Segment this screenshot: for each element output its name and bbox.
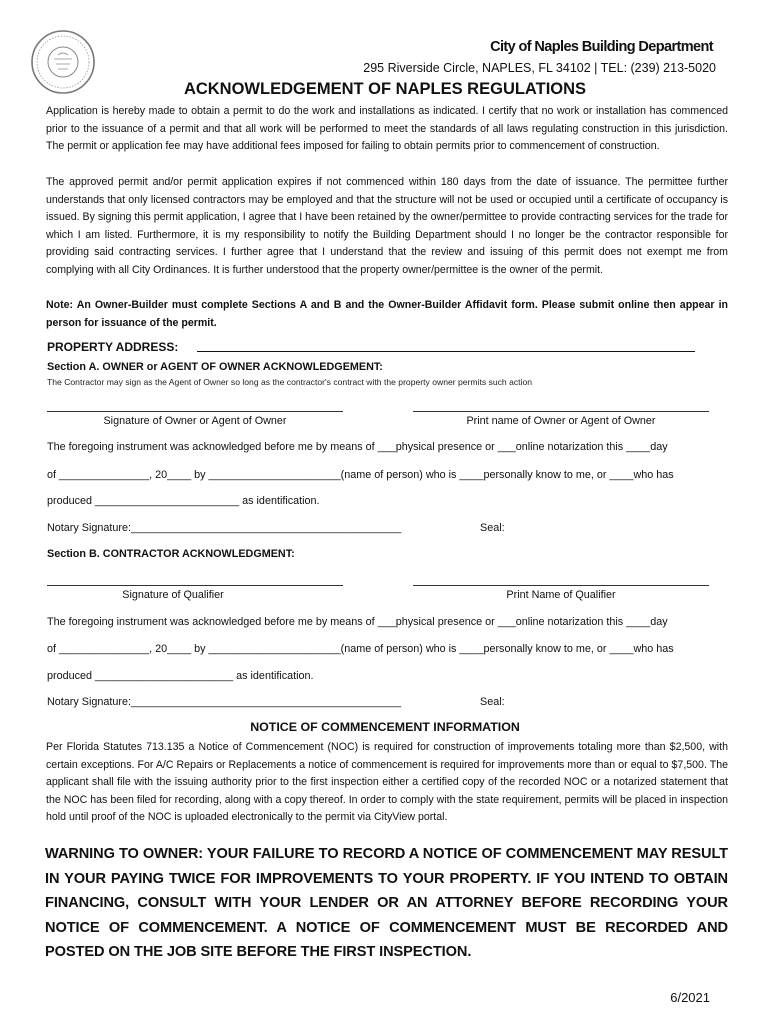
section-a-seal-label: Seal:	[480, 522, 505, 534]
owner-signature-field[interactable]	[47, 411, 343, 412]
page-title: ACKNOWLEDGEMENT OF NAPLES REGULATIONS	[183, 80, 587, 98]
owner-signature-label: Signature of Owner or Agent of Owner	[103, 415, 287, 427]
section-b-heading: Section B. CONTRACTOR ACKNOWLEDGMENT:	[47, 548, 295, 560]
section-b-acknowledgement-line-1[interactable]: The foregoing instrument was acknowledged before me by means of ___physical presence or ___online notarization this ____day	[47, 616, 668, 628]
department-name: City of Naples Building Department	[490, 39, 713, 55]
section-b-acknowledgement-line-2[interactable]: of _______________, 20____ by ______________________(name of person) who is ____personally know to me, or ____who has	[47, 643, 674, 655]
section-a-heading: Section A. OWNER or AGENT OF OWNER ACKNOWLEDGEMENT:	[47, 361, 383, 373]
notice-heading: NOTICE OF COMMENCEMENT INFORMATION	[250, 720, 520, 734]
warning-to-owner: WARNING TO OWNER: YOUR FAILURE TO RECORD A NOTICE OF COMMENCEMENT MAY RESULT IN YOUR PAYING TWICE FOR IMPROVEMENTS TO YOUR PROPERTY. IF YOU INTEND TO OBTAIN FINANCING, CONSULT WITH YOUR LENDER OR AN ATTORNEY BEFORE RECORDING YOUR NOTICE OF COMMENCEMENT. A NOTICE OF COMMENCEMENT MUST BE RECORDED AND POSTED ON THE JOB SITE BEFORE THE FIRST INSPECTION.	[45, 846, 728, 960]
section-a-acknowledgement-line-1[interactable]: The foregoing instrument was acknowledged before me by means of ___physical presence or ___online notarization this ____day	[47, 441, 668, 453]
property-address-label: PROPERTY ADDRESS:	[47, 340, 179, 354]
section-a-acknowledgement-line-2[interactable]: of _______________, 20____ by ______________________(name of person) who is ____personally know to me, or ____who has	[47, 469, 674, 481]
intro-paragraph-1: Application is hereby made to obtain a permit to do the work and installations as indicated. I certify that no work or installation has commenced prior to the issuance of a permit and that all work will be performed to meet the standards of all laws regulating construction in this jurisdiction. The permit or application fee may have additional fees imposed for failing to obtain permits prior to commencement of construction.	[46, 105, 728, 153]
section-a-notary-signature[interactable]: Notary Signature:_____________________________________________	[47, 522, 402, 534]
owner-builder-note: Note: An Owner-Builder must complete Sections A and B and the Owner-Builder Affidavit form. Please submit online then appear in person for issuance of the permit.	[46, 299, 728, 329]
owner-print-name-label: Print name of Owner or Agent of Owner	[466, 415, 656, 427]
section-b-identification-line[interactable]: produced _______________________ as identification.	[47, 670, 314, 682]
qualifier-signature-field[interactable]	[47, 585, 343, 586]
qualifier-print-name-field[interactable]	[413, 585, 709, 586]
owner-print-name-field[interactable]	[413, 411, 709, 412]
department-address: 295 Riverside Circle, NAPLES, FL 34102 | TEL: (239) 213-5020	[363, 61, 716, 75]
section-a-subtext: The Contractor may sign as the Agent of Owner so long as the contractor's contract with the property owner permits such action	[47, 377, 533, 387]
section-b-seal-label: Seal:	[480, 696, 505, 708]
section-b-notary-signature[interactable]: Notary Signature:_____________________________________________	[47, 696, 402, 708]
section-a-identification-line[interactable]: produced ________________________ as identification.	[47, 495, 320, 507]
form-revision-date: 6/2021	[670, 990, 710, 1005]
notice-body: Per Florida Statutes 713.135 a Notice of Commencement (NOC) is required for construction of improvements totaling more than $2,500, with certain exceptions. For A/C Repairs or Replacements a notice of commencement is required for improvements more than or equal to $7,500. The applicant shall file with the issuing authority prior to the first inspection either a certified copy of the recorded NOC or a notarized statement that the NOC has been filed for recording, along with a copy thereof. In order to comply with the state requirement, permits will be placed in inspection hold until proof of the NOC is uploaded electronically to the permit via CityView portal.	[46, 741, 728, 824]
qualifier-print-name-label: Print Name of Qualifier	[506, 589, 616, 601]
property-address-field[interactable]	[197, 351, 695, 352]
intro-paragraph-2: The approved permit and/or permit application expires if not commenced within 180 days from the date of issuance. The permittee further understands that only licensed contractors may be employed and that the structure will not be used or occupied until a certificate of occupancy is issued. By signing this permit application, I agree that I have been retained by the owner/permittee to provide contracting services for the trade for which I am listed. Furthermore, it is my responsibility to notify the Building Department should I no longer be the contractor responsible for providing said contracting services. I further agree that I understand that the review and issuing of this permit does not exempt me from complying with all City Ordinances. It is further understood that the property owner/permittee is the owner of the permit.	[46, 176, 728, 276]
qualifier-signature-label: Signature of Qualifier	[122, 589, 224, 601]
